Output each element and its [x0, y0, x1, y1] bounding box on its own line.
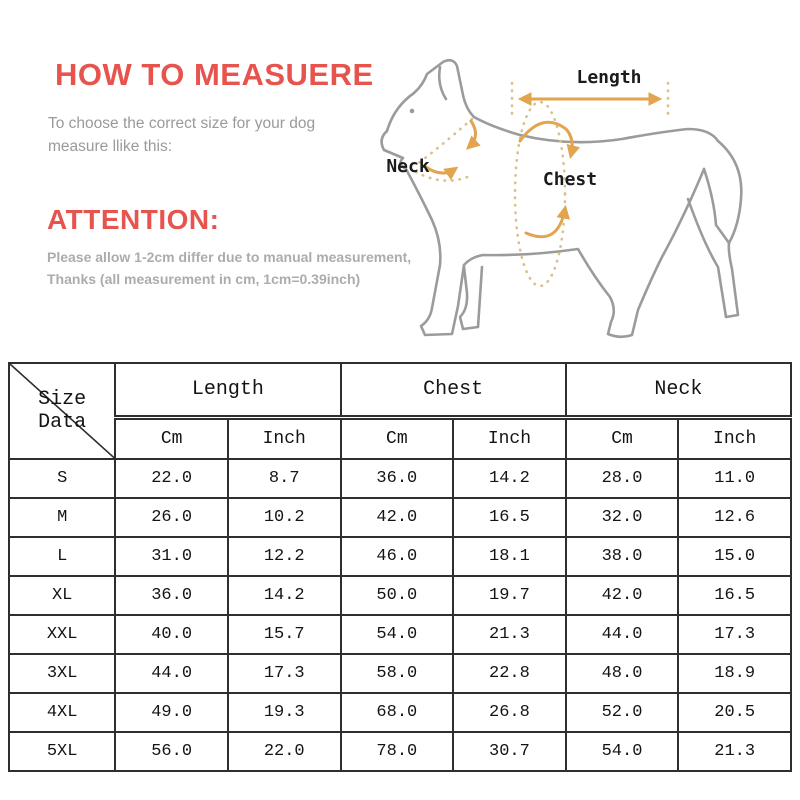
corner-cell-size-data	[9, 363, 115, 459]
size-cell: XXL	[9, 615, 115, 654]
value-cell: 58.0	[341, 654, 454, 693]
value-cell: 30.7	[453, 732, 566, 771]
value-cell: 8.7	[228, 459, 341, 498]
value-cell: 26.8	[453, 693, 566, 732]
attention-note-line1: Please allow 1-2cm differ due to manual measurement,	[47, 249, 412, 265]
group-header-chest: Chest	[341, 363, 566, 418]
value-cell: 16.5	[678, 576, 791, 615]
size-chart-table	[8, 362, 792, 772]
value-cell: 15.7	[228, 615, 341, 654]
value-cell: 48.0	[566, 654, 679, 693]
measure-instructions	[48, 112, 315, 159]
table-row-s	[9, 459, 791, 498]
value-cell: 50.0	[341, 576, 454, 615]
unit-header: Cm	[566, 418, 679, 460]
table-row-5xl	[9, 732, 791, 771]
measure-arrows	[426, 99, 658, 237]
value-cell: 22.0	[115, 459, 228, 498]
value-cell: 19.3	[228, 693, 341, 732]
value-cell: 18.1	[453, 537, 566, 576]
value-cell: 11.0	[678, 459, 791, 498]
neck-arrow-upper	[469, 121, 476, 147]
table-group-header-row	[9, 363, 791, 418]
value-cell: 46.0	[341, 537, 454, 576]
value-cell: 31.0	[115, 537, 228, 576]
unit-header: Inch	[453, 418, 566, 460]
attention-heading: ATTENTION:	[47, 204, 220, 235]
value-cell: 15.0	[678, 537, 791, 576]
neck-label: Neck	[386, 156, 430, 177]
dog-measurement-diagram	[370, 28, 790, 350]
unit-header: Inch	[678, 418, 791, 460]
size-cell: XL	[9, 576, 115, 615]
value-cell: 12.6	[678, 498, 791, 537]
value-cell: 12.2	[228, 537, 341, 576]
value-cell: 26.0	[115, 498, 228, 537]
value-cell: 54.0	[341, 615, 454, 654]
value-cell: 42.0	[341, 498, 454, 537]
unit-header: Cm	[341, 418, 454, 460]
chest-arrow-bottom	[526, 209, 565, 237]
page-title: HOW TO MEASUERE	[55, 57, 374, 92]
value-cell: 14.2	[453, 459, 566, 498]
value-cell: 17.3	[228, 654, 341, 693]
value-cell: 52.0	[566, 693, 679, 732]
table-row-m	[9, 498, 791, 537]
value-cell: 10.2	[228, 498, 341, 537]
measure-instructions-line1: To choose the correct size for your dog	[48, 115, 316, 132]
size-chart	[8, 362, 792, 772]
value-cell: 14.2	[228, 576, 341, 615]
corner-label: Size Data	[38, 388, 87, 434]
value-cell: 42.0	[566, 576, 679, 615]
unit-header: Inch	[228, 418, 341, 460]
value-cell: 56.0	[115, 732, 228, 771]
chest-label: Chest	[542, 169, 598, 190]
value-cell: 22.8	[453, 654, 566, 693]
value-cell: 18.9	[678, 654, 791, 693]
value-cell: 21.3	[678, 732, 791, 771]
group-header-neck: Neck	[566, 363, 791, 418]
neck-arrow-lower	[426, 167, 455, 173]
value-cell: 36.0	[115, 576, 228, 615]
value-cell: 44.0	[115, 654, 228, 693]
attention-note-line2: Thanks (all measurement in cm, 1cm=0.39inch)	[47, 271, 361, 288]
size-cell: 3XL	[9, 654, 115, 693]
size-cell: 5XL	[9, 732, 115, 771]
value-cell: 68.0	[341, 693, 454, 732]
value-cell: 54.0	[566, 732, 679, 771]
dog-eye-icon	[410, 109, 415, 114]
group-header-length: Length	[115, 363, 340, 418]
table-row-xl	[9, 576, 791, 615]
value-cell: 20.5	[678, 693, 791, 732]
value-cell: 21.3	[453, 615, 566, 654]
size-cell: M	[9, 498, 115, 537]
value-cell: 22.0	[228, 732, 341, 771]
length-label: Length	[576, 67, 642, 88]
dog-outline-icon	[382, 60, 742, 337]
value-cell: 32.0	[566, 498, 679, 537]
measure-instructions-line2: measure llike this:	[48, 138, 173, 156]
value-cell: 16.5	[453, 498, 566, 537]
table-row-3xl	[9, 654, 791, 693]
value-cell: 28.0	[566, 459, 679, 498]
value-cell: 40.0	[115, 615, 228, 654]
table-unit-header-row	[9, 418, 791, 460]
attention-note	[47, 246, 411, 291]
value-cell: 78.0	[341, 732, 454, 771]
table-row-xxl	[9, 615, 791, 654]
size-cell: L	[9, 537, 115, 576]
value-cell: 36.0	[341, 459, 454, 498]
value-cell: 19.7	[453, 576, 566, 615]
value-cell: 44.0	[566, 615, 679, 654]
value-cell: 38.0	[566, 537, 679, 576]
value-cell: 49.0	[115, 693, 228, 732]
size-cell: 4XL	[9, 693, 115, 732]
table-row-l	[9, 537, 791, 576]
table-row-4xl	[9, 693, 791, 732]
unit-header: Cm	[115, 418, 228, 460]
value-cell: 17.3	[678, 615, 791, 654]
size-cell: S	[9, 459, 115, 498]
